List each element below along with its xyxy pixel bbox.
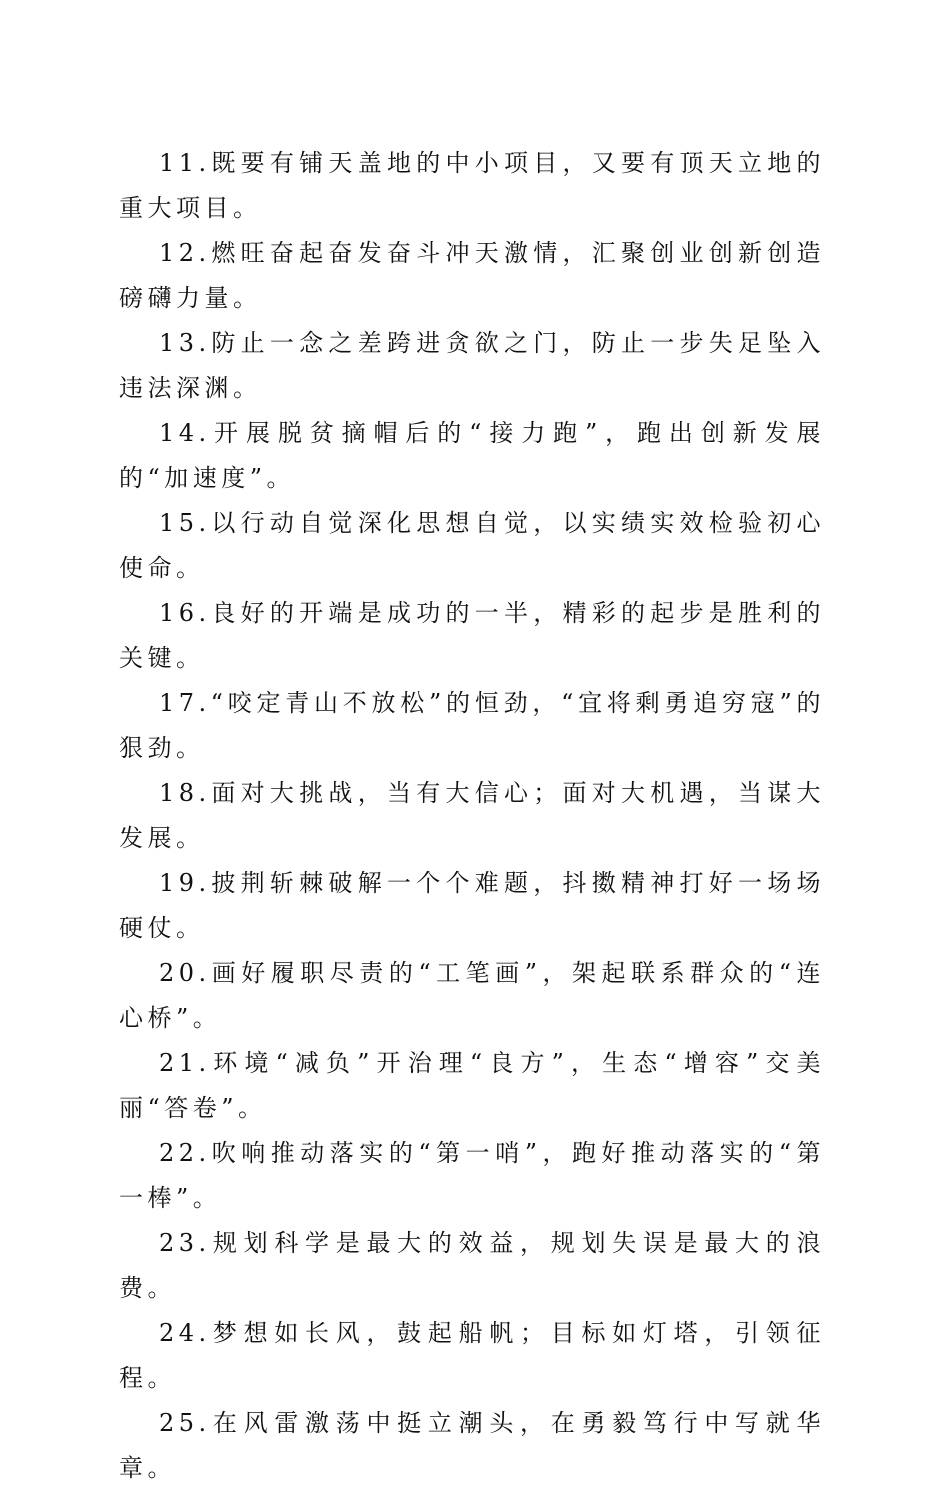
list-item: 21.环境“减负”开治理“良方”，生态“增容”交美丽“答卷”。 [119,1049,825,1122]
list-item: 15.以行动自觉深化思想自觉，以实绩实效检验初心使命。 [119,509,825,582]
list-item: 17.“咬定青山不放松”的恒劲，“宜将剩勇追穷寇”的狠劲。 [119,689,825,762]
list-item: 13.防止一念之差跨进贪欲之门，防止一步失足坠入违法深渊。 [119,329,825,402]
list-item: 18.面对大挑战，当有大信心；面对大机遇，当谋大发展。 [119,779,825,852]
list-item: 25.在风雷激荡中挺立潮头，在勇毅笃行中写就华章。 [119,1409,825,1482]
list-item: 20.画好履职尽责的“工笔画”，架起联系群众的“连心桥”。 [119,959,825,1032]
list-item: 19.披荆斩棘破解一个个难题，抖擞精神打好一场场硬仗。 [119,869,825,942]
list-item: 24.梦想如长风，鼓起船帆；目标如灯塔，引领征程。 [119,1319,825,1392]
list-item: 14.开展脱贫摘帽后的“接力跑”，跑出创新发展的“加速度”。 [119,419,825,492]
list-item: 12.燃旺奋起奋发奋斗冲天激情，汇聚创业创新创造磅礴力量。 [119,239,825,312]
list-item: 16.良好的开端是成功的一半，精彩的起步是胜利的关键。 [119,599,825,672]
list-item: 23.规划科学是最大的效益，规划失误是最大的浪费。 [119,1229,825,1302]
list-item: 22.吹响推动落实的“第一哨”，跑好推动落实的“第一棒”。 [119,1139,825,1212]
document-body [119,141,825,1491]
list-item: 11.既要有铺天盖地的中小项目，又要有顶天立地的重大项目。 [119,149,825,222]
